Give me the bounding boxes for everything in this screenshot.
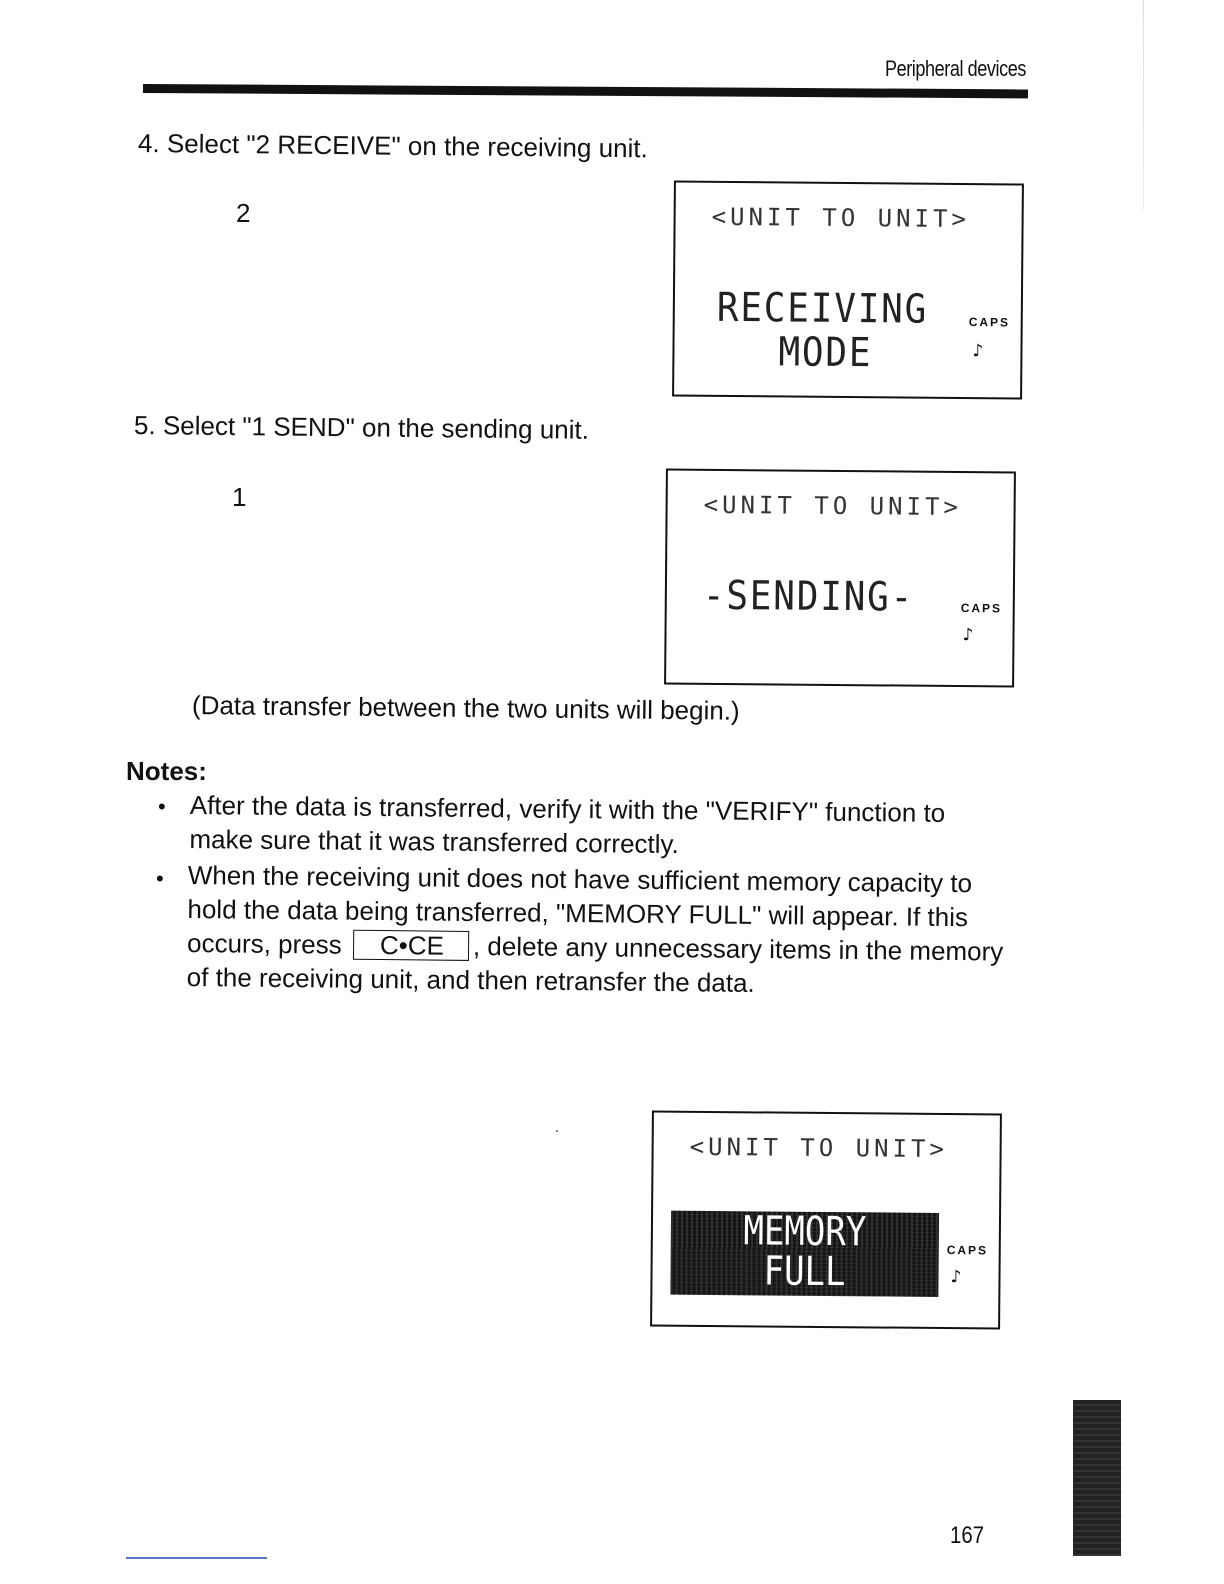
step-5-instruction: 5. Select "1 SEND" on the sending unit. — [133, 410, 590, 445]
caps-indicator: CAPS — [960, 601, 1003, 616]
receiving-lcd-display — [672, 180, 1024, 399]
music-note-icon: ♪ — [972, 341, 984, 362]
note-text-before-key: When the receiving unit does not have sufficient memory capacity to hold the data being transferred, "MEMORY FULL" will appear. If this occurs, press — [186, 859, 973, 960]
notes-heading: Notes: — [126, 756, 207, 786]
note-bullet: • — [156, 866, 164, 891]
transfer-caption: (Data transfer between the two units will begin.) — [191, 690, 740, 726]
lcd-message-line1: MEMORY — [743, 1208, 867, 1256]
music-note-icon: ♪ — [962, 625, 974, 646]
page-number: 167 — [950, 1522, 985, 1549]
lcd-message-line2: MODE — [778, 329, 873, 377]
c-ce-key: C•CE — [353, 930, 469, 961]
lcd-title: <UNIT TO UNIT> — [703, 490, 963, 522]
step-5-key: 1 — [232, 482, 247, 512]
header-rule — [143, 84, 1028, 98]
footer-rule — [126, 1557, 267, 1559]
step-4-instruction: 4. Select "2 RECEIVE" on the receiving unit. — [137, 128, 648, 164]
chapter-edge-tab — [1073, 1400, 1121, 1556]
memory-full-lcd-display — [650, 1110, 1002, 1329]
memory-full-highlight — [670, 1208, 939, 1297]
section-title: Peripheral devices — [884, 56, 1026, 81]
note-item-memory-full — [187, 858, 1006, 1003]
lcd-message-line1: -SENDING- — [702, 572, 915, 621]
lcd-title: <UNIT TO UNIT> — [689, 1132, 949, 1164]
lcd-message-line1: RECEIVING — [716, 284, 929, 333]
lcd-title: <UNIT TO UNIT> — [711, 202, 971, 234]
note-item-verify: After the data is transferred, verify it with the "VERIFY" function to make sure that it was transferred correctly. — [189, 789, 946, 860]
note-bullet: • — [158, 794, 166, 819]
lcd-message-line2: FULL — [763, 1248, 846, 1296]
page-edge-line — [1143, 0, 1144, 210]
caps-indicator: CAPS — [946, 1243, 989, 1258]
scan-speck — [556, 1130, 558, 1132]
caps-indicator: CAPS — [968, 315, 1011, 330]
sending-lcd-display — [664, 468, 1016, 687]
music-note-icon: ♪ — [950, 1267, 962, 1288]
note-text-after-key: , delete any unnecessary items in the memory of the receiving unit, and then retransfer the data. — [186, 930, 1004, 998]
step-4-key: 2 — [236, 198, 251, 228]
